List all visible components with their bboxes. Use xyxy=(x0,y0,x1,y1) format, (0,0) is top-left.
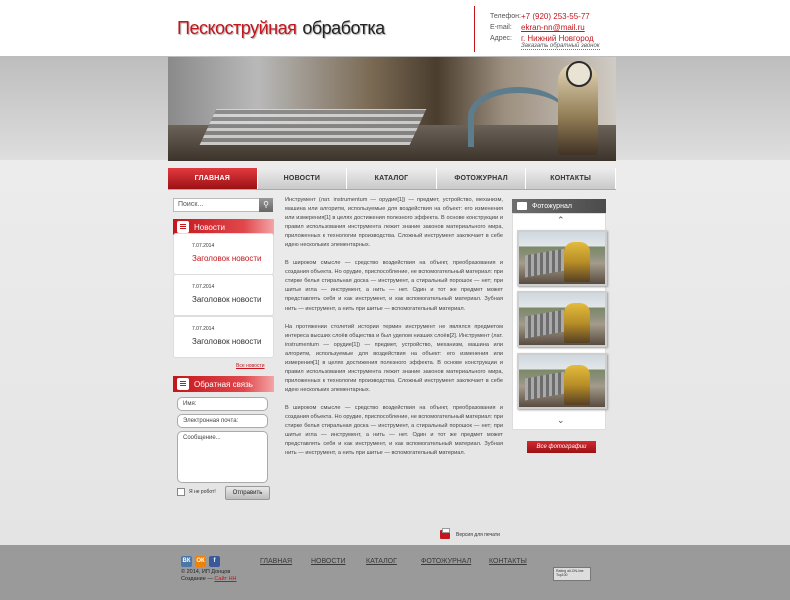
content-paragraph: Инструмент (лат. instrumentum — орудие[1]) — предмет, устройство, механизм, машина или алгоритм, используемые для воздействия на объект: его изменения или измерения[1] в целях достижения полезного эффекта. В основе конструкции и правил использования инструмента лежит знание законов материального мира, приложенных к технологии производства. Сложный инструмент заключает в себе идею нескольких элементарных. xyxy=(285,197,503,249)
address-label: Адрес: xyxy=(490,35,512,42)
photo-header xyxy=(512,199,606,213)
header-contacts xyxy=(490,11,600,49)
created-link[interactable]: Сайт НН xyxy=(214,576,237,582)
content-paragraph: В широком смысле — средство воздействия на объект, преобразования и создания объекта. Но орудие, приспособление, не вспомогательный материал: при стирке белья стиральная доска — инструмент, а стиральный порошок — нет; при шитье игла — инструмент, а нить — нет. Один и тот же предмет может представлять себя и как инструмент, и как вспомогательный материал. Зубная нить — инструмент, а нить при шитье — вспомогательный материал. xyxy=(285,404,503,457)
ok-icon[interactable]: ОК xyxy=(195,556,206,567)
print-icon xyxy=(440,530,450,539)
logo-text-1: Пескоструйная xyxy=(177,18,297,38)
robot-label: Я не робот! xyxy=(189,489,216,495)
address-value: г. Нижний Новгород xyxy=(521,34,594,43)
nav-contacts[interactable]: КОНТАКТЫ xyxy=(526,168,616,189)
banner-hose xyxy=(468,87,568,147)
main-content xyxy=(285,196,503,467)
footer-nav-news[interactable]: НОВОСТИ xyxy=(311,558,346,565)
vk-icon[interactable]: ВК xyxy=(181,556,192,567)
feedback-header xyxy=(173,376,274,392)
robot-checkbox[interactable] xyxy=(177,488,185,496)
facebook-icon[interactable]: f xyxy=(209,556,220,567)
callback-link[interactable]: Заказать обратный звонок xyxy=(521,43,600,49)
thumb-figure xyxy=(564,365,590,405)
news-date: 7.07.2014 xyxy=(192,243,215,249)
phone-value: +7 (920) 253-55-77 xyxy=(521,12,590,21)
header-banner xyxy=(168,57,616,161)
thumb-figure xyxy=(564,303,590,343)
footer-nav-photo[interactable]: ФОТОЖУРНАЛ xyxy=(421,558,472,565)
search-input[interactable]: Поиск... xyxy=(173,198,273,212)
news-title-link[interactable]: Заголовок новости xyxy=(192,337,262,346)
feedback-icon xyxy=(177,378,189,390)
name-field[interactable]: Имя: xyxy=(177,397,268,411)
news-title-link[interactable]: Заголовок новости xyxy=(192,295,262,304)
news-date: 7.07.2014 xyxy=(192,284,215,290)
search-button[interactable] xyxy=(259,198,273,212)
banner-rack xyxy=(200,109,427,145)
footer-nav-contacts[interactable]: КОНТАКТЫ xyxy=(489,558,527,565)
all-news-link[interactable]: Все новости xyxy=(236,363,265,369)
news-item[interactable] xyxy=(173,233,274,275)
footer-nav-catalog[interactable]: КАТАЛОГ xyxy=(366,558,397,565)
submit-button[interactable]: Отправить xyxy=(225,486,270,500)
arrow-down-icon[interactable]: ⌄ xyxy=(557,415,565,425)
search-icon: ⚲ xyxy=(263,200,269,209)
news-item[interactable] xyxy=(173,316,274,358)
all-photos-button[interactable]: Все фотографии xyxy=(527,441,596,453)
thumb-detail xyxy=(525,371,565,400)
copyright xyxy=(181,569,237,583)
news-title: Новости xyxy=(194,222,225,232)
news-date: 7.07.2014 xyxy=(192,326,215,332)
message-field[interactable]: Сообщение... xyxy=(177,431,268,483)
nav-photo[interactable]: ФОТОЖУРНАЛ xyxy=(437,168,527,189)
main-nav xyxy=(168,168,616,190)
photo-thumb[interactable] xyxy=(517,291,607,347)
email-label: E-mail: xyxy=(490,24,512,31)
photo-icon xyxy=(517,202,527,210)
phone-label: Телефон: xyxy=(490,13,521,20)
print-link[interactable] xyxy=(440,530,500,539)
nav-home[interactable]: ГЛАВНАЯ xyxy=(168,168,258,189)
content-paragraph: В широком смысле — средство воздействия на объект, преобразования и создания объекта. Но орудие, приспособление, не вспомогательный материал: при стирке белья стиральная доска — инструмент, а стиральный порошок — нет; при шитье игла — инструмент, а нить — нет. Один и тот же предмет может представлять себя и как инструмент, и как вспомогательный материал. Зубная нить — инструмент, а нить при шитье — вспомогательный материал. xyxy=(285,260,503,312)
banner-helmet xyxy=(566,61,592,87)
site-logo[interactable] xyxy=(177,18,385,39)
thumb-figure xyxy=(564,242,590,282)
logo-text-2: обработка xyxy=(302,18,385,38)
created-text: Создание — xyxy=(181,576,213,582)
news-icon xyxy=(177,221,189,233)
feedback-title: Обратная связь xyxy=(194,379,253,389)
news-title-link[interactable]: Заголовок новости xyxy=(192,254,262,263)
copyright-text: © 2014, ИП Донцов xyxy=(181,569,231,575)
content-paragraph: На протяжении столетий истории термин инструмент не являлся предметом интереса высших слоёв общества и был уделом низших слоёв[2]. Инструмент (лат. instrumentum — орудие[1]) — предмет, устройство, механизм, машина или алгоритм, используемые для воздействия на объект: его изменения или измерения[1] в целях достижения полезного эффекта. В основе конструкции и правил использования инструмента лежит знание законов материального мира, приложенных к технологии производства. Сложный инструмент заключает в себе идею нескольких элементарных. xyxy=(285,323,503,393)
footer-nav-home[interactable]: ГЛАВНАЯ xyxy=(260,558,293,565)
nav-news[interactable]: НОВОСТИ xyxy=(258,168,348,189)
photo-thumb[interactable] xyxy=(517,230,607,286)
photo-title: Фотожурнал xyxy=(532,202,572,210)
header-divider xyxy=(474,6,475,52)
photo-thumb[interactable] xyxy=(517,353,607,409)
email-link[interactable]: ekran-nn@mail.ru xyxy=(521,23,585,32)
email-field[interactable]: Электронная почта: xyxy=(177,414,268,428)
thumb-detail xyxy=(525,248,565,277)
print-label: Версия для печати xyxy=(456,531,500,538)
thumb-detail xyxy=(525,309,565,338)
news-item[interactable] xyxy=(173,274,274,316)
rating-badge[interactable]: Rating all-ON-line Top100 xyxy=(553,567,591,581)
nav-catalog[interactable]: КАТАЛОГ xyxy=(347,168,437,189)
arrow-up-icon[interactable]: ⌃ xyxy=(557,215,565,225)
